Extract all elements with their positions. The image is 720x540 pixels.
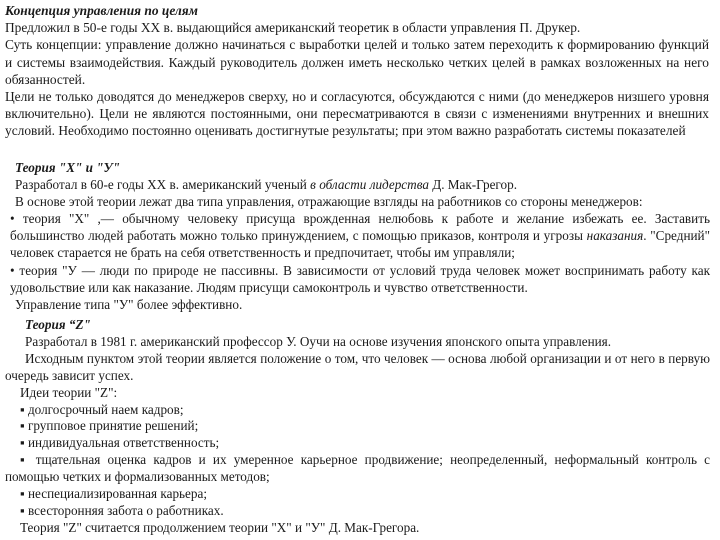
italic-text: наказания [586, 228, 644, 244]
section-theory-z [5, 317, 710, 537]
paragraph: Суть концепции: управление должно начинаться с выработки целей и только затем переходить к формированию функций и системы взаимодействия. Каждый руководитель должен иметь несколько четких целей в рамках возложенных на него обязанностей. [5, 37, 709, 87]
paragraph [10, 176, 710, 193]
text-run: • теория "X" ,— обычному человеку присуща врожденная нелюбовь к работе и желание избежать ее. Заставить большинство людей работать можно только принуждением, с помощью приказов, контроля и угрозы [10, 211, 710, 244]
section-title: Теория “Z" [25, 317, 91, 332]
italic-text: в области лидерства [310, 177, 429, 193]
text-run: Разработал в 60-е годы XX в. американский ученый [15, 177, 311, 193]
section-title: Концепция управления по целям [5, 3, 198, 18]
paragraph: Управление типа "У" более эффективно. [15, 296, 243, 312]
list-item: ▪ неспециализированная карьера; [20, 486, 208, 502]
list-item: ▪ долгосрочный наем кадров; [20, 401, 184, 417]
paragraph: Исходным пунктом этой теории является положение о том, что человек — основа любой организации и от него в первую очередь зависит успех. [5, 350, 710, 383]
paragraph: В основе этой теории лежат два типа управления, отражающие взгляды на работников со стороны менеджеров: [15, 194, 643, 210]
paragraph: Теория "Z" считается продолжением теории "X" и "У" Д. Мак-Грегора. [20, 519, 420, 535]
list-item [10, 210, 710, 261]
paragraph: Разработал в 1981 г. американский профессор У. Оучи на основе изучения японского опыта управления. [25, 333, 612, 349]
paragraph: Цели не только доводятся до менеджеров сверху, но и согласуются, обсуждаются с ними (до менеджеров низшего уровня включительно). Цели не являются постоянными, они пересматриваются в связи с изменениями внутренних и внешних условий. Необходимо постоянно оценивать достигнутые результаты; при этом важно разработать системы показателей [5, 89, 709, 139]
paragraph: Идеи теории "Z": [20, 384, 118, 400]
list-item: ▪ групповое принятие решений; [20, 418, 199, 434]
text-run: . "Средний" человек старается не брать на себя ответственность и предпочитает, чтобы им управляли; [10, 228, 711, 261]
text-run: Д. Мак-Грегор. [428, 177, 517, 193]
section-theory-x-y [10, 159, 710, 313]
list-item: • теория "У — люди по природе не пассивны. В зависимости от условий труда человек может воспринимать работу как удовольствие или как наказание. Людям присущи самоконтроль и чувство ответственности. [10, 262, 710, 295]
section-management-by-objectives [5, 2, 709, 140]
list-item: ▪ индивидуальная ответственность; [20, 435, 220, 451]
paragraph: Предложил в 50-е годы XX в. выдающийся американский теоретик в области управления П. Друкер. [5, 20, 581, 36]
list-item: ▪ тщательная оценка кадров и их умеренное карьерное продвижение; неопределенный, неформальный контроль с помощью четких и формализованных методов; [5, 452, 710, 485]
list-item: ▪ всесторонняя забота о работниках. [20, 502, 224, 518]
section-title: Теория "X" и "У" [15, 160, 121, 175]
